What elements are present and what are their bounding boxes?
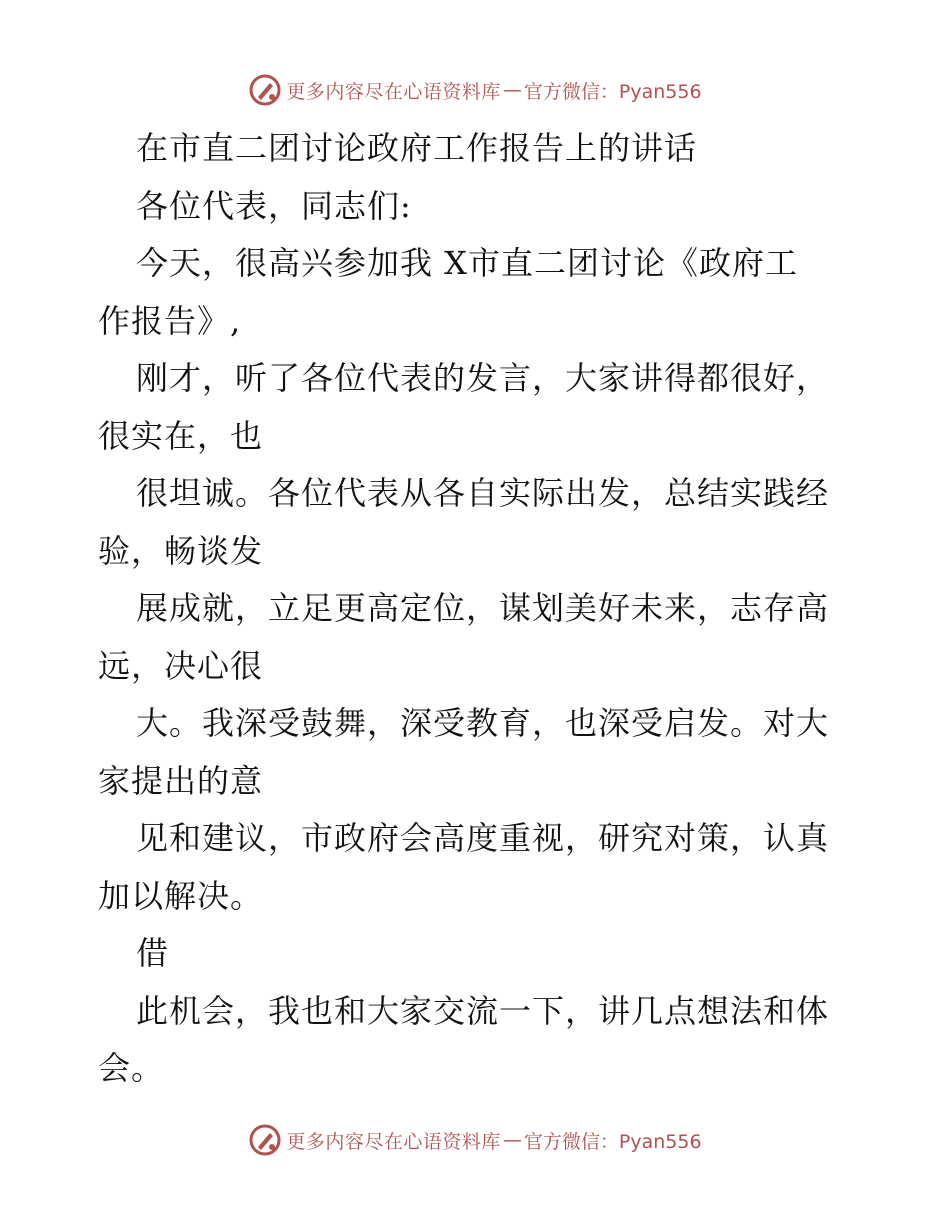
- banner-wechat-text: 官方微信：Pyan556: [523, 1130, 702, 1153]
- paragraph-line: 验，畅谈发: [98, 531, 264, 570]
- document-title: 在市直二团讨论政府工作报告上的讲话: [136, 129, 698, 167]
- paragraph-line: 很坦诚。各位代表从各自实际出发，总结实践经: [136, 474, 830, 512]
- banner-site-text: 更多内容尽在心语资料库: [286, 80, 501, 103]
- paragraph-line: 远，决心很: [98, 646, 264, 685]
- banner-dash: —: [502, 79, 522, 101]
- banner-dash: —: [502, 1129, 522, 1151]
- paragraph-line: 展成就，立足更高定位，谋划美好未来，志存高: [136, 589, 830, 627]
- document-body: [98, 120, 858, 1098]
- paragraph-line: 借: [136, 934, 170, 972]
- paragraph-line: 家提出的意: [98, 761, 264, 800]
- paragraph-line: 加以解决。: [98, 876, 264, 915]
- paragraph-line: 作报告》,: [98, 301, 242, 340]
- pen-seal-logo-icon: [248, 1123, 282, 1157]
- salutation-line: 各位代表，同志们:: [136, 186, 412, 225]
- paragraph-line: 此机会，我也和大家交流一下，讲几点想法和体: [136, 991, 830, 1030]
- footer-banner: [0, 1120, 950, 1160]
- banner-site-text: 更多内容尽在心语资料库: [286, 1130, 501, 1153]
- banner-wechat-text: 官方微信：Pyan556: [523, 80, 702, 103]
- header-banner: [0, 70, 950, 110]
- paragraph-line: 刚才，听了各位代表的发言，大家讲得都很好，: [136, 359, 830, 397]
- paragraph-line: 见和建议，市政府会高度重视，研究对策，认真: [136, 819, 830, 857]
- paragraph-line: 今天，很高兴参加我 X市直二团讨论《政府工: [136, 244, 798, 282]
- pen-seal-logo-icon: [248, 73, 282, 107]
- paragraph-line: 大。我深受鼓舞，深受教育，也深受启发。对大: [136, 704, 830, 742]
- paragraph-line: 会。: [98, 1049, 165, 1087]
- paragraph-line: 很实在，也: [98, 416, 264, 455]
